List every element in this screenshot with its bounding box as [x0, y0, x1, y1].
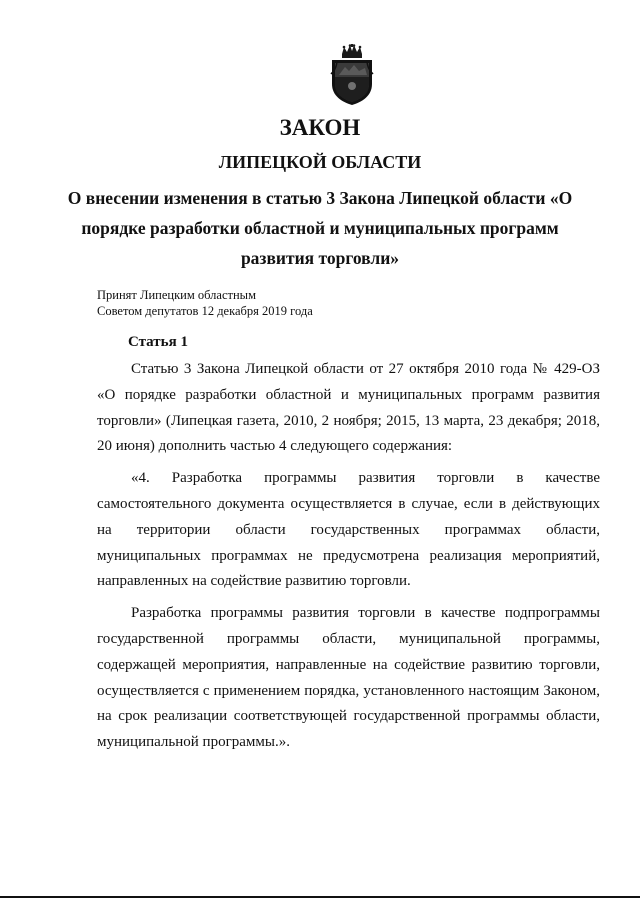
coat-of-arms-icon: [327, 44, 377, 106]
document-region: ЛИПЕЦКОЙ ОБЛАСТИ: [218, 152, 422, 172]
document-description: О внесении изменения в статью 3 Закона Липецкой области «О порядке разработки областной и муниципальных программ развития торговли»: [67, 188, 573, 268]
article-body: [97, 357, 600, 762]
adoption-line-2: Советом депутатов 12 декабря 2019 года: [97, 304, 313, 318]
article-heading: Статья 1: [128, 334, 188, 350]
page-bottom-divider: [0, 896, 640, 898]
adoption-line-1: Принят Липецким областным: [97, 288, 256, 302]
article-paragraph-1: Статью 3 Закона Липецкой области от 27 октября 2010 года № 429-ОЗ «О порядке разработки областной и муниципальных программ развития торговли» (Липецкая газета, 2010, 2 ноября; 2015, 13 марта, 23 декабря; 2018, 20 июня) дополнить частью 4 следующего содержания:: [97, 361, 600, 455]
article-paragraph-2: «4. Разработка программы развития торговли в качестве самостоятельного документа осуществляется в случае, если в действующих на территории области государственных программах области, муниципальных программах не предусмотрена реализация мероприятий, направленных на содействие развитию торговли.: [97, 470, 600, 590]
adoption-note: [97, 287, 313, 319]
document-title: ЗАКОН: [279, 115, 361, 140]
article-paragraph-3: Разработка программы развития торговли в качестве подпрограммы государственной программы области, муниципальной программы, содержащей мероприятия, направленные на содействие развитию торговли, осуществляется с применением порядка, установленного настоящим Законом, на срок реализации соответствующей государственной программы области, муниципальной программы.».: [97, 605, 600, 751]
